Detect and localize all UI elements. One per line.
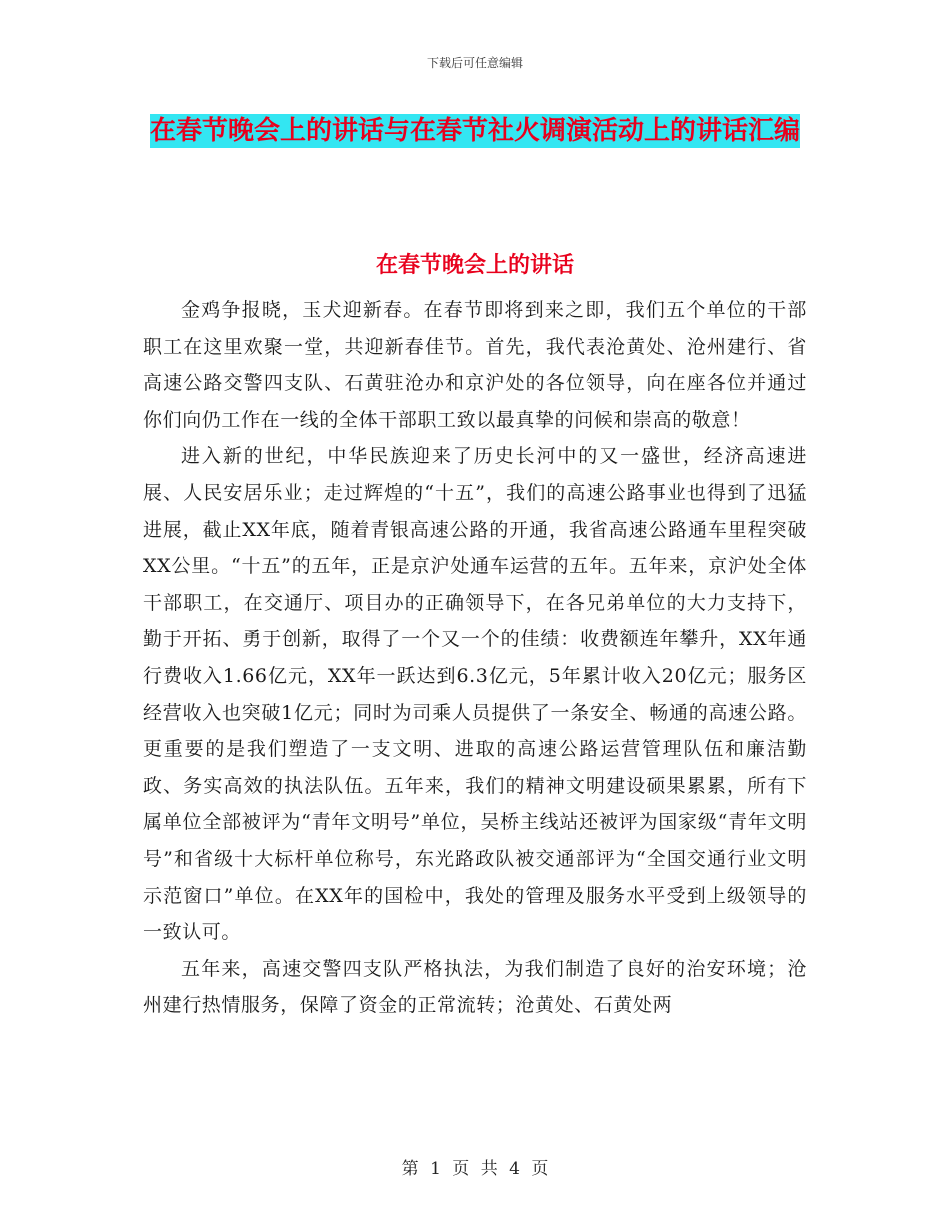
- paragraph: 进入新的世纪，中华民族迎来了历史长河中的又一盛世，经济高速进展、人民安居乐业；走过辉煌的“十五”，我们的高速公路事业也得到了迅猛进展，截止XX年底，随着青银高速公路的开通，我省高速公路通车里程突破XX公里。“十五”的五年，正是京沪处通车运营的五年。五年来，京沪处全体干部职工，在交通厅、项目办的正确领导下，在各兄弟单位的大力支持下，勤于开拓、勇于创新，取得了一个又一个的佳绩：收费额连年攀升，XX年通行费收入1.66亿元，XX年一跃达到6.3亿元，5年累计收入20亿元；服务区经营收入也突破1亿元；同时为司乘人员提供了一条安全、畅通的高速公路。更重要的是我们塑造了一支文明、进取的高速公路运营管理队伍和廉洁勤政、务实高效的执法队伍。五年来，我们的精神文明建设硕果累累，所有下属单位全部被评为“青年文明号”单位，吴桥主线站还被评为国家级“青年文明号”和省级十大标杆单位称号，东光路政队被交通部评为“全国交通行业文明示范窗口”单位。在XX年的国检中，我处的管理及服务水平受到上级领导的一致认可。: [143, 445, 807, 944]
- document-title: [140, 108, 810, 154]
- header-note: 下载后可任意编辑: [426, 56, 523, 70]
- paragraph: 金鸡争报晓，玉犬迎新春。在春节即将到来之即，我们五个单位的干部职工在这里欢聚一堂，共迎新春佳节。首先，我代表沧黄处、沧州建行、省高速公路交警四支队、石黄驻沧办和京沪处的各位领导，向在座各位并通过你们向仍工作在一线的全体干部职工致以最真挚的问候和崇高的敬意！: [143, 299, 807, 431]
- document-title-text: 在春节晚会上的讲话与在春节社火调演活动上的讲话汇编: [149, 116, 800, 146]
- body-text: [143, 292, 807, 1024]
- page-footer: 第 1 页 共 4 页: [401, 1159, 549, 1179]
- section-title: 在春节晚会上的讲话: [375, 253, 574, 278]
- paragraph: 五年来，高速交警四支队严格执法，为我们制造了良好的治安环境；沧州建行热情服务，保障了资金的正常流转；沧黄处、石黄处两: [143, 957, 807, 1017]
